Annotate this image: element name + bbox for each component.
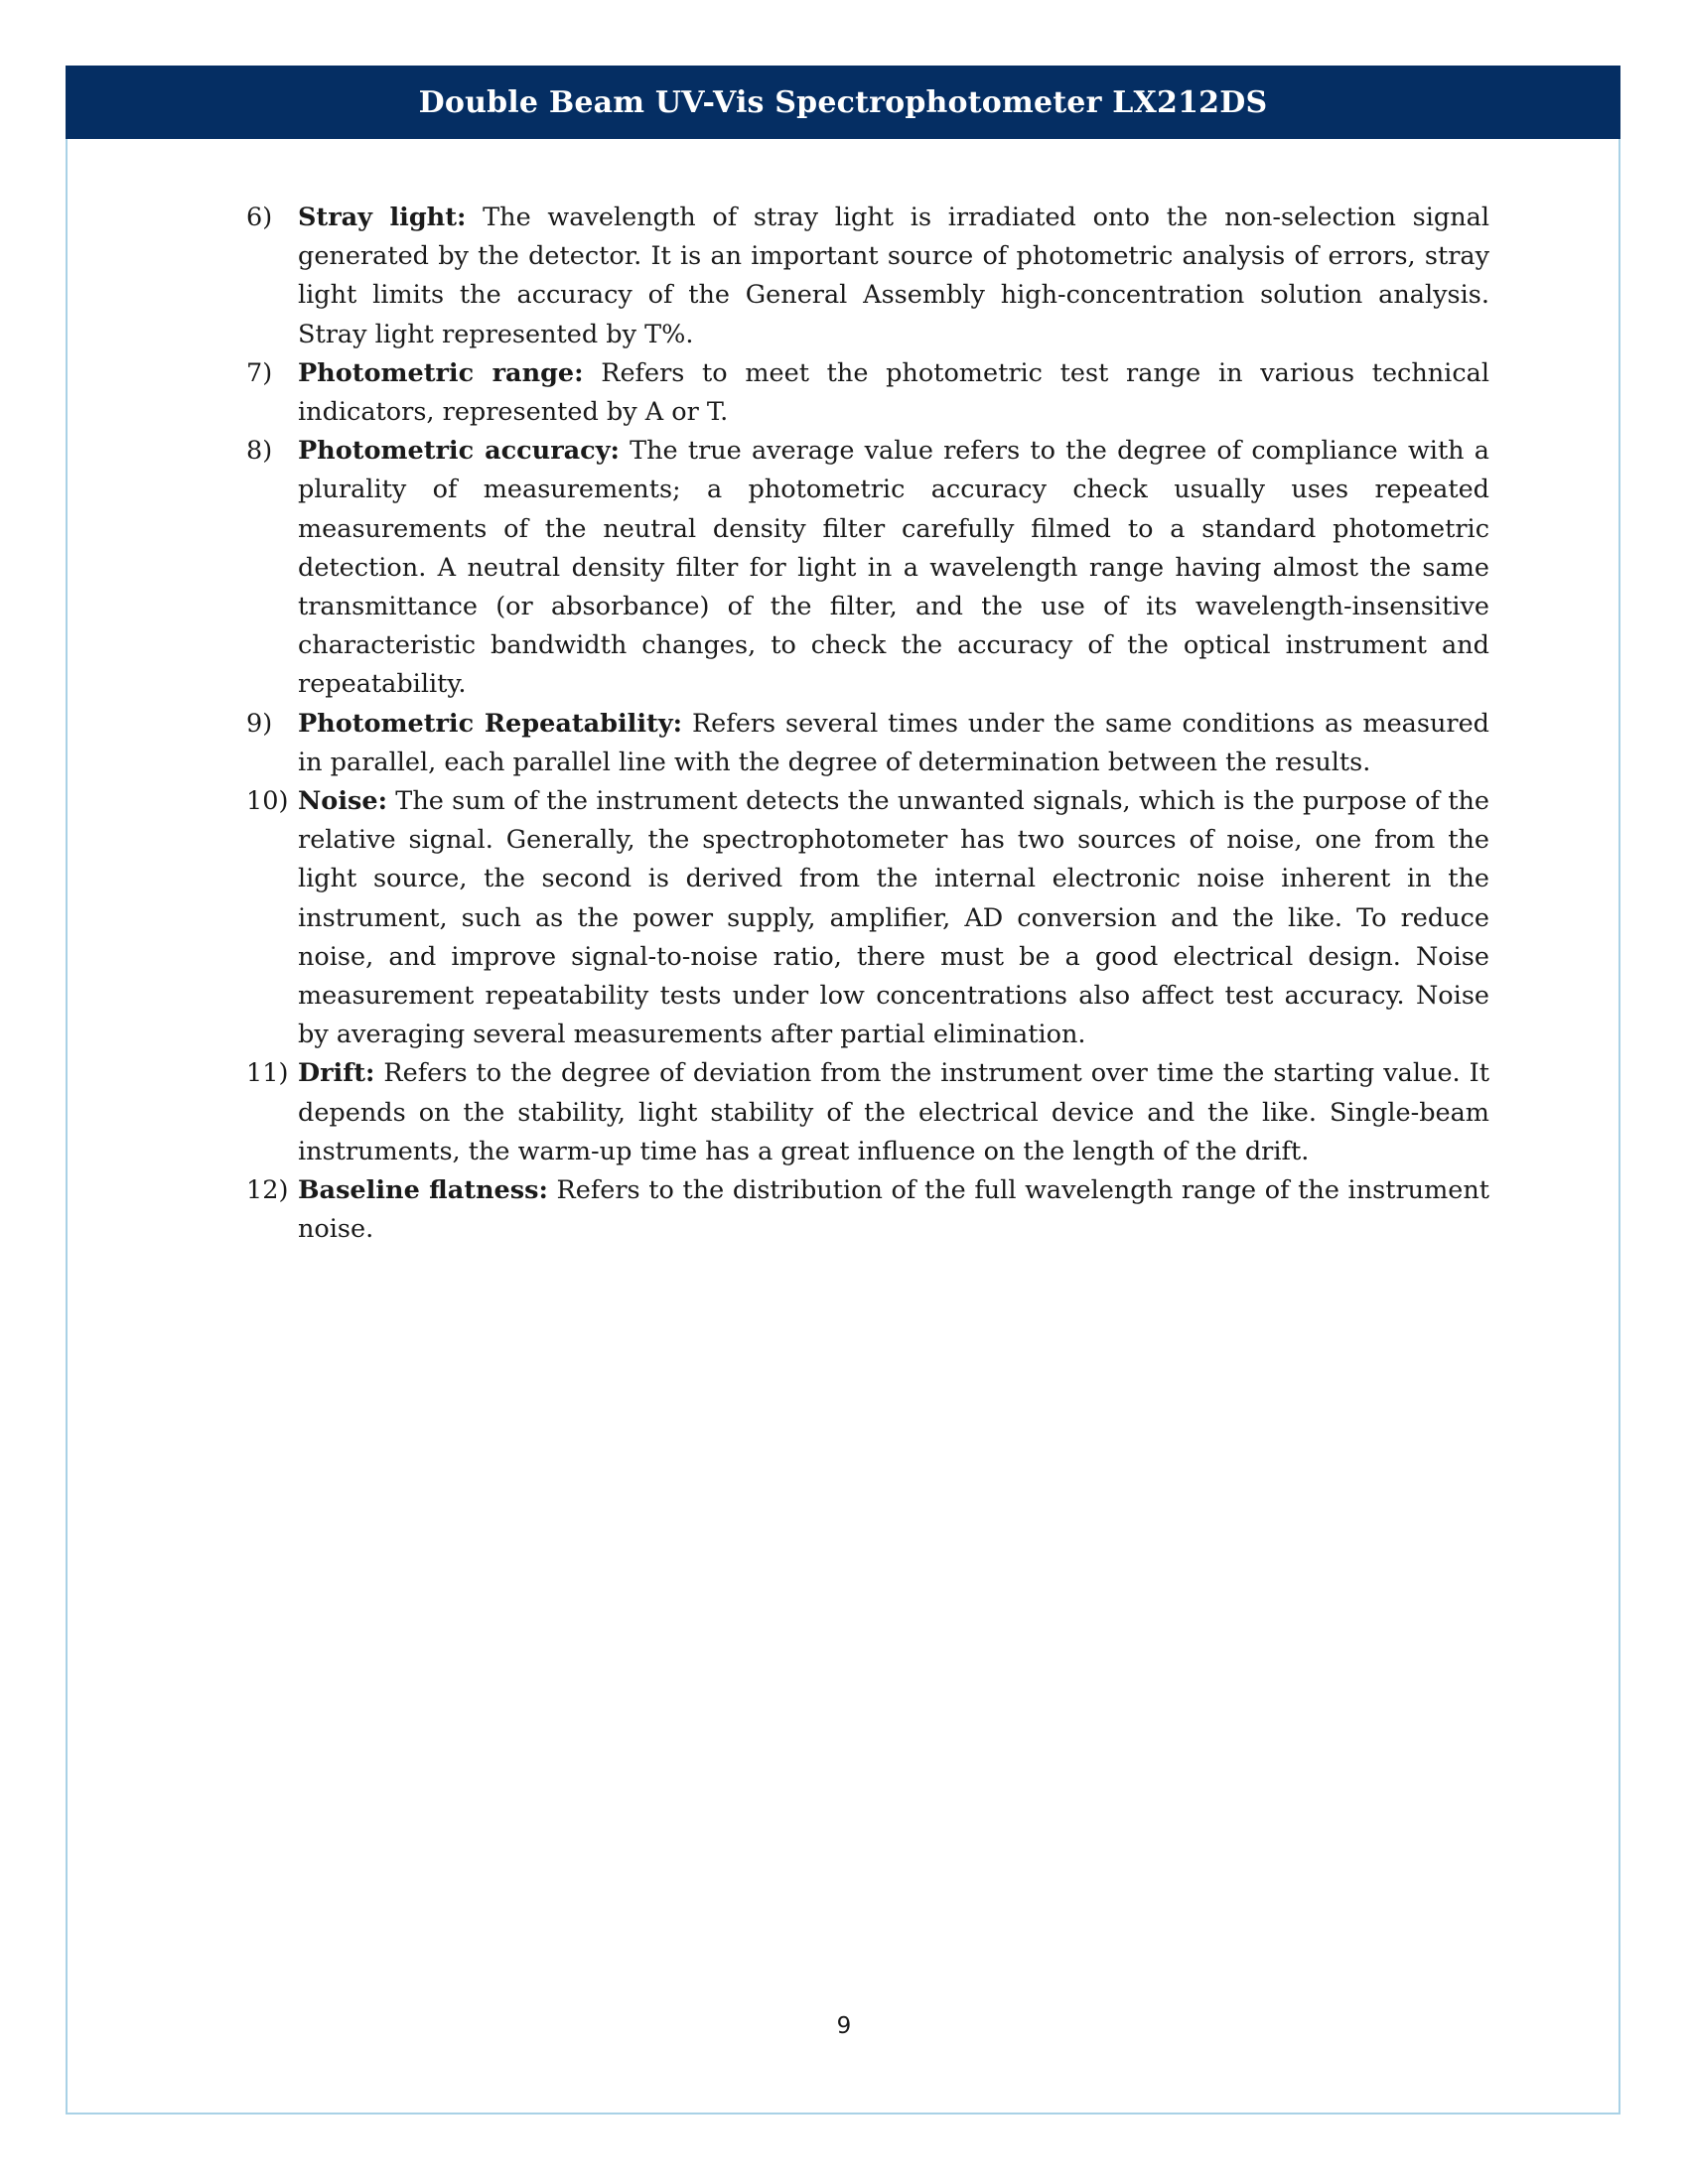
content-area	[246, 199, 1489, 1249]
list-item-number: 6)	[246, 203, 273, 232]
list-item-number: 11)	[246, 1058, 289, 1089]
list-item-text: Refers to the distribution of the full wavelength range of the instrument noise.	[298, 1175, 1490, 1245]
list-item-photometric-repeatability	[246, 705, 1489, 782]
list-item-text: The true average value refers to the degree of compliance with a plurality of measurements; a photometric accuracy check usually uses repeated measurements of the neutral density filter carefully filmed to a standard photometric detection. A neutral density filter for light in a wavelength range having almost the same transmittance (or absorbance) of the filter, and the use of its wavelength-insensitive characteristic bandwidth changes, to check the accuracy of the optical instrument and repeatability.	[298, 436, 1489, 700]
page-number: 9	[836, 2013, 852, 2039]
list-item-term: Photometric accuracy:	[298, 436, 620, 467]
list-item-photometric-range	[246, 354, 1489, 432]
list-item-term: Photometric Repeatability:	[298, 708, 683, 739]
list-item-term: Baseline flatness:	[298, 1175, 548, 1206]
list-item-text: Refers to the degree of deviation from the instrument over time the starting value. It depends on the stability, light stability of the electrical device and the like. Single-beam instruments, the warm-up time has a great influence on the length of the drift.	[298, 1058, 1489, 1166]
list-item-text: The sum of the instrument detects the unwanted signals, which is the purpose of the relative signal. Generally, the spectrophotometer has two sources of noise, one from the light source, the second is derived from the internal electronic noise inherent in the instrument, such as the power supply, amplifier, AD conversion and the like. To reduce noise, and improve signal-to-noise ratio, there must be a good electrical design. Noise measurement repeatability tests under low concentrations also affect test accuracy. Noise by averaging several measurements after partial elimination.	[298, 786, 1489, 1050]
list-item-term: Photometric range:	[298, 357, 584, 388]
list-item-number: 9)	[246, 708, 273, 739]
document-title: Double Beam UV-Vis Spectrophotometer LX212DS	[418, 84, 1268, 120]
list-item-number: 10)	[246, 786, 289, 817]
list-item-term: Noise:	[298, 786, 387, 817]
list-item-number: 7)	[246, 357, 273, 388]
header-bar	[66, 66, 1620, 139]
list-item-baseline-flatness	[246, 1171, 1489, 1249]
list-item-term: Stray light:	[298, 203, 467, 232]
list-item-number: 12)	[246, 1175, 289, 1206]
list-item-drift	[246, 1054, 1489, 1171]
list-item-term: Drift:	[298, 1058, 375, 1089]
list-item-stray-light	[246, 199, 1489, 354]
list-item-photometric-accuracy	[246, 432, 1489, 704]
list-item-text: Refers to meet the photometric test range in various technical indicators, represented by A or T.	[298, 357, 1489, 428]
list-item-text: Refers several times under the same conditions as measured in parallel, each parallel line with the degree of determination between the results.	[298, 708, 1489, 777]
list-item-number: 8)	[246, 436, 273, 467]
list-item-noise	[246, 782, 1489, 1054]
list-item-text: The wavelength of stray light is irradiated onto the non-selection signal generated by the detector. It is an important source of photometric analysis of errors, stray light limits the accuracy of the General Assembly high-concentration solution analysis. Stray light represented by T%.	[298, 203, 1489, 349]
